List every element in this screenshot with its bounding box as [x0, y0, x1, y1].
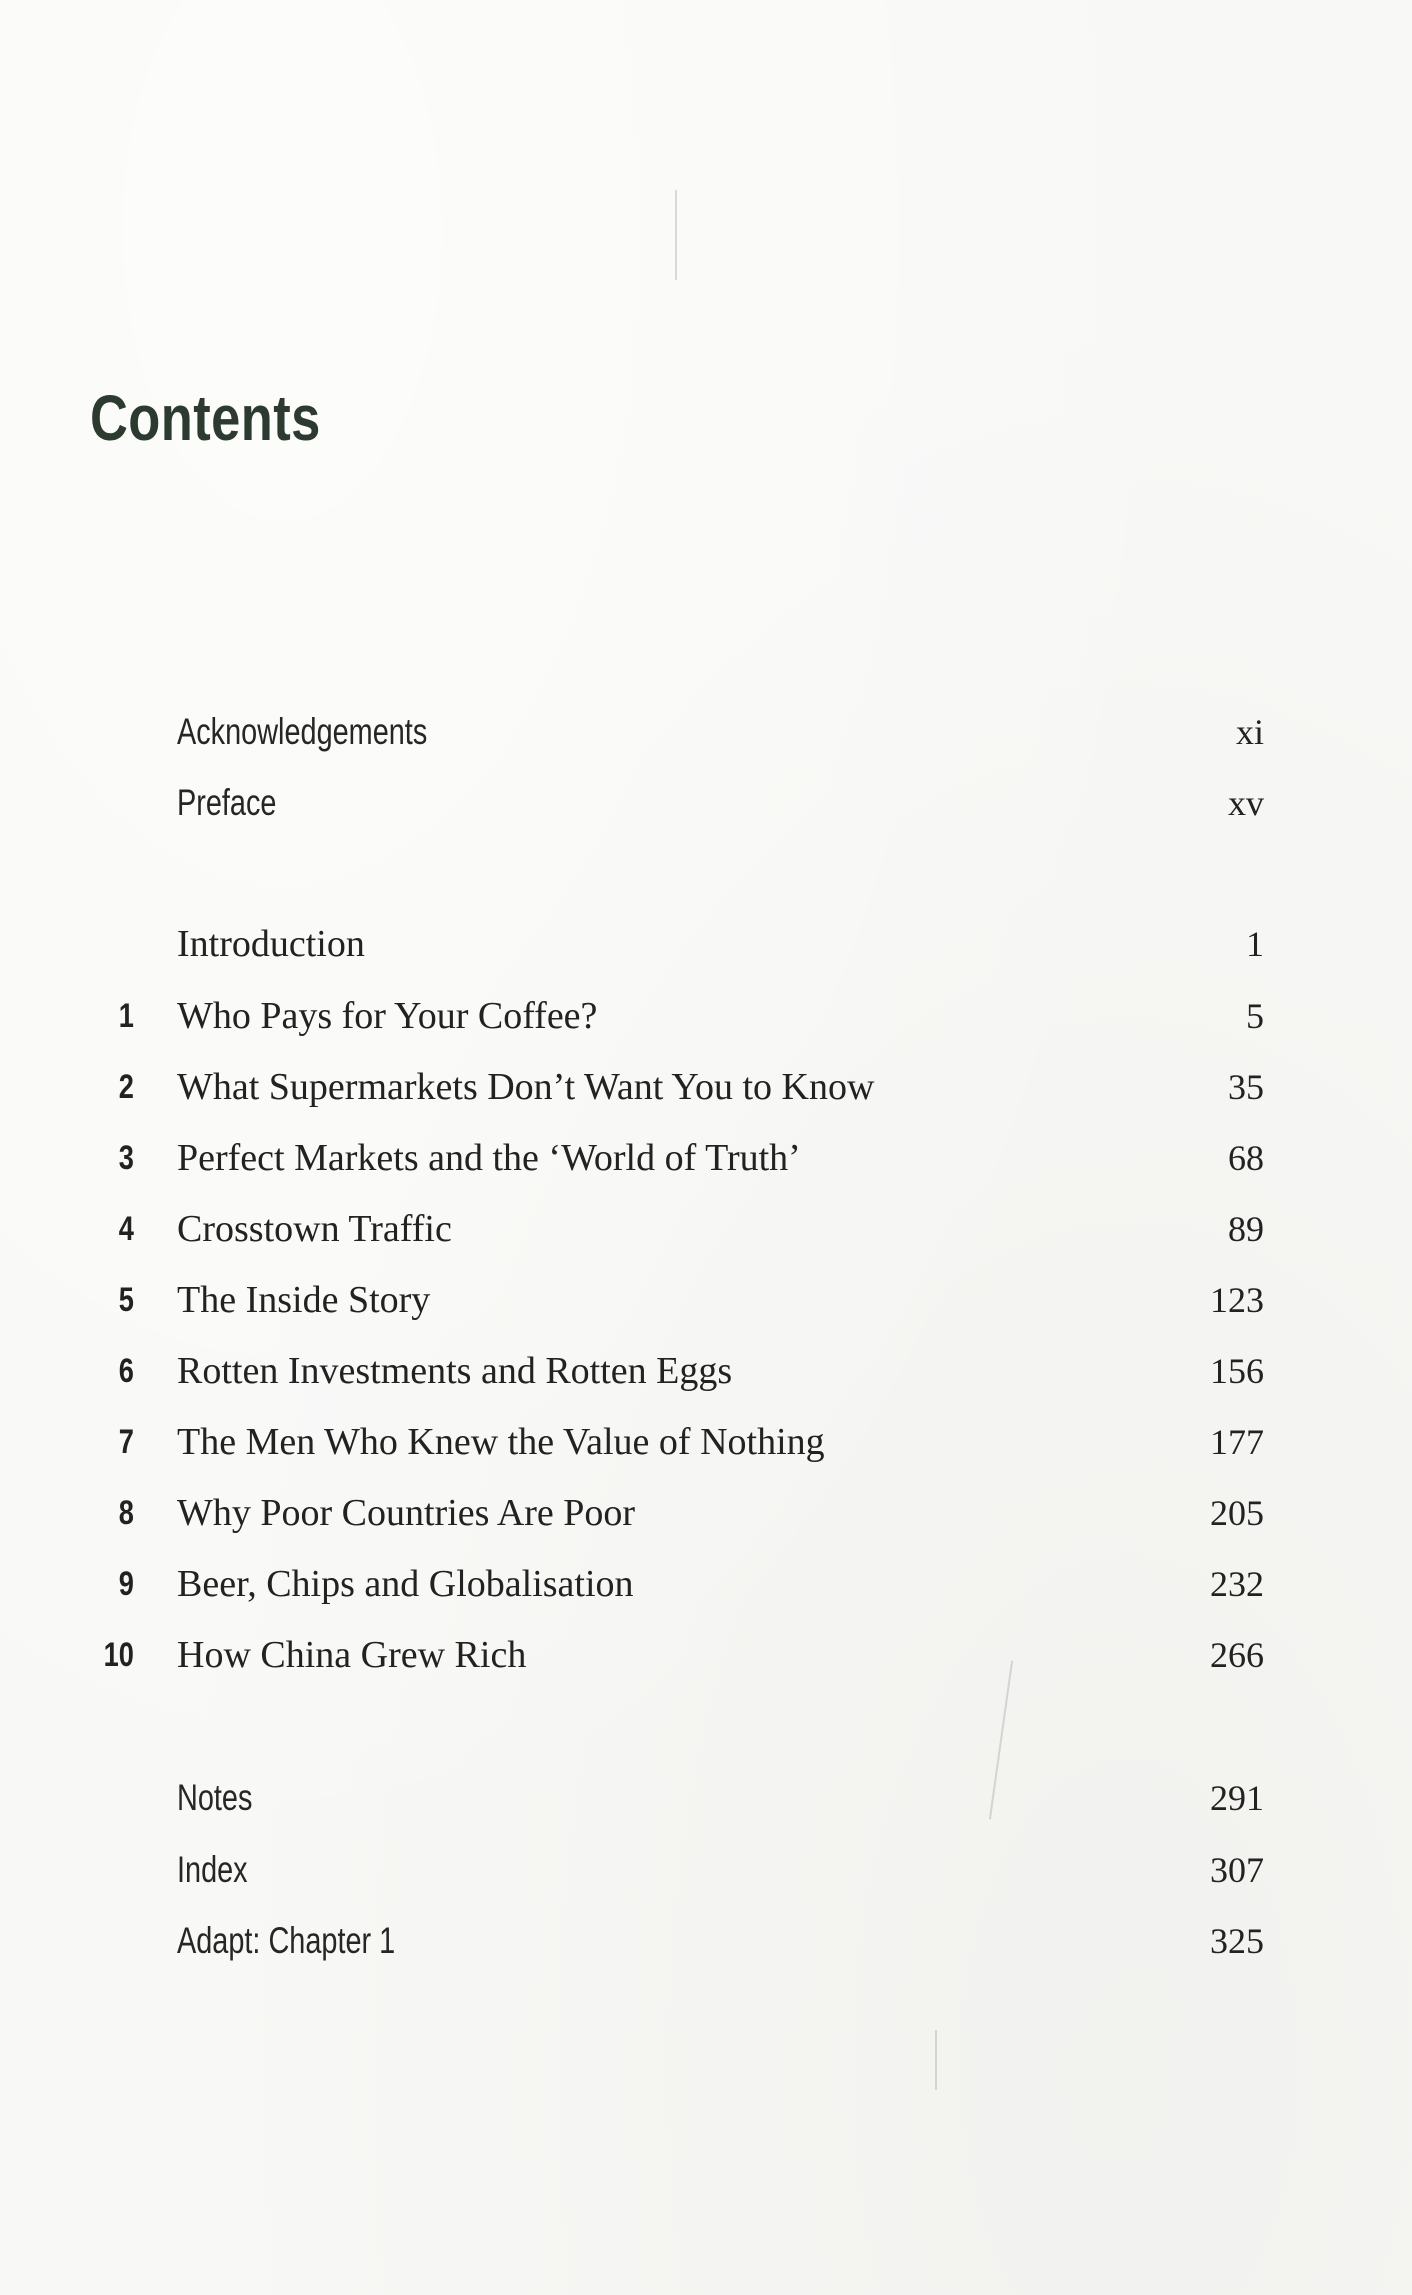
chapter-number: 3 — [118, 1139, 134, 1177]
toc-entry-introduction — [0, 912, 1412, 976]
chapter-number: 7 — [118, 1423, 134, 1461]
toc-entry-chapter-10 — [0, 1623, 1412, 1687]
chapter-number: 2 — [118, 1068, 134, 1106]
chapter-number: 5 — [118, 1281, 134, 1319]
chapter-page: 123 — [1210, 1280, 1264, 1320]
chapter-number: 10 — [103, 1636, 134, 1674]
toc-entry-chapter-8 — [0, 1481, 1412, 1545]
toc-entry-label: Acknowledgements — [177, 711, 428, 752]
toc-entry-label: Preface — [177, 782, 277, 823]
chapter-page: 35 — [1228, 1067, 1264, 1107]
chapter-number: 1 — [118, 997, 134, 1035]
paper-mark — [935, 2030, 937, 2090]
chapter-title: What Supermarkets Don’t Want You to Know — [177, 1066, 875, 1108]
chapter-page: 266 — [1210, 1635, 1264, 1675]
chapter-title: Who Pays for Your Coffee? — [177, 995, 598, 1037]
chapter-page: 232 — [1210, 1564, 1264, 1604]
toc-entry-acknowledgements — [0, 700, 1412, 764]
chapter-page: 156 — [1210, 1351, 1264, 1391]
chapter-title: How China Grew Rich — [177, 1634, 527, 1676]
chapter-page: 1 — [1246, 924, 1264, 964]
toc-entry-page: xv — [1228, 783, 1264, 823]
chapter-number: 4 — [118, 1210, 134, 1248]
toc-entry-chapter-1 — [0, 984, 1412, 1048]
toc-entry-chapter-7 — [0, 1410, 1412, 1474]
toc-entry-chapter-4 — [0, 1197, 1412, 1261]
chapter-title: Crosstown Traffic — [177, 1208, 452, 1250]
toc-entry-page: 307 — [1210, 1850, 1264, 1890]
toc-entry-label: Adapt: Chapter 1 — [177, 1920, 396, 1961]
chapter-title: Perfect Markets and the ‘World of Truth’ — [177, 1137, 801, 1179]
toc-entry-chapter-5 — [0, 1268, 1412, 1332]
chapter-page: 68 — [1228, 1138, 1264, 1178]
toc-entry-adapt-chapter-1 — [0, 1909, 1412, 1973]
toc-entry-chapter-9 — [0, 1552, 1412, 1616]
toc-entry-page: xi — [1235, 712, 1264, 752]
chapter-page: 89 — [1228, 1209, 1264, 1249]
toc-entry-chapter-2 — [0, 1055, 1412, 1119]
chapter-number: 9 — [118, 1565, 134, 1603]
chapter-title: Rotten Investments and Rotten Eggs — [177, 1350, 733, 1392]
chapter-title: The Inside Story — [177, 1279, 431, 1321]
toc-entry-preface — [0, 771, 1412, 835]
chapter-number: 8 — [118, 1494, 134, 1532]
chapter-title: Beer, Chips and Globalisation — [177, 1563, 634, 1605]
chapter-title: Introduction — [177, 923, 365, 965]
toc-entry-notes — [0, 1766, 1412, 1830]
toc-entry-page: 325 — [1210, 1921, 1264, 1961]
toc-entry-chapter-3 — [0, 1126, 1412, 1190]
page-title: Contents — [90, 382, 321, 454]
chapter-page: 5 — [1246, 996, 1264, 1036]
chapter-title: The Men Who Knew the Value of Nothing — [177, 1421, 825, 1463]
toc-entry-page: 291 — [1210, 1778, 1264, 1818]
chapter-title: Why Poor Countries Are Poor — [177, 1492, 636, 1534]
chapter-page: 205 — [1210, 1493, 1264, 1533]
toc-entry-label: Notes — [177, 1777, 253, 1818]
toc-entry-index — [0, 1838, 1412, 1902]
chapter-page: 177 — [1210, 1422, 1264, 1462]
chapter-number: 6 — [118, 1352, 134, 1390]
toc-entry-chapter-6 — [0, 1339, 1412, 1403]
toc-entry-label: Index — [177, 1849, 248, 1890]
paper-mark — [675, 190, 677, 280]
